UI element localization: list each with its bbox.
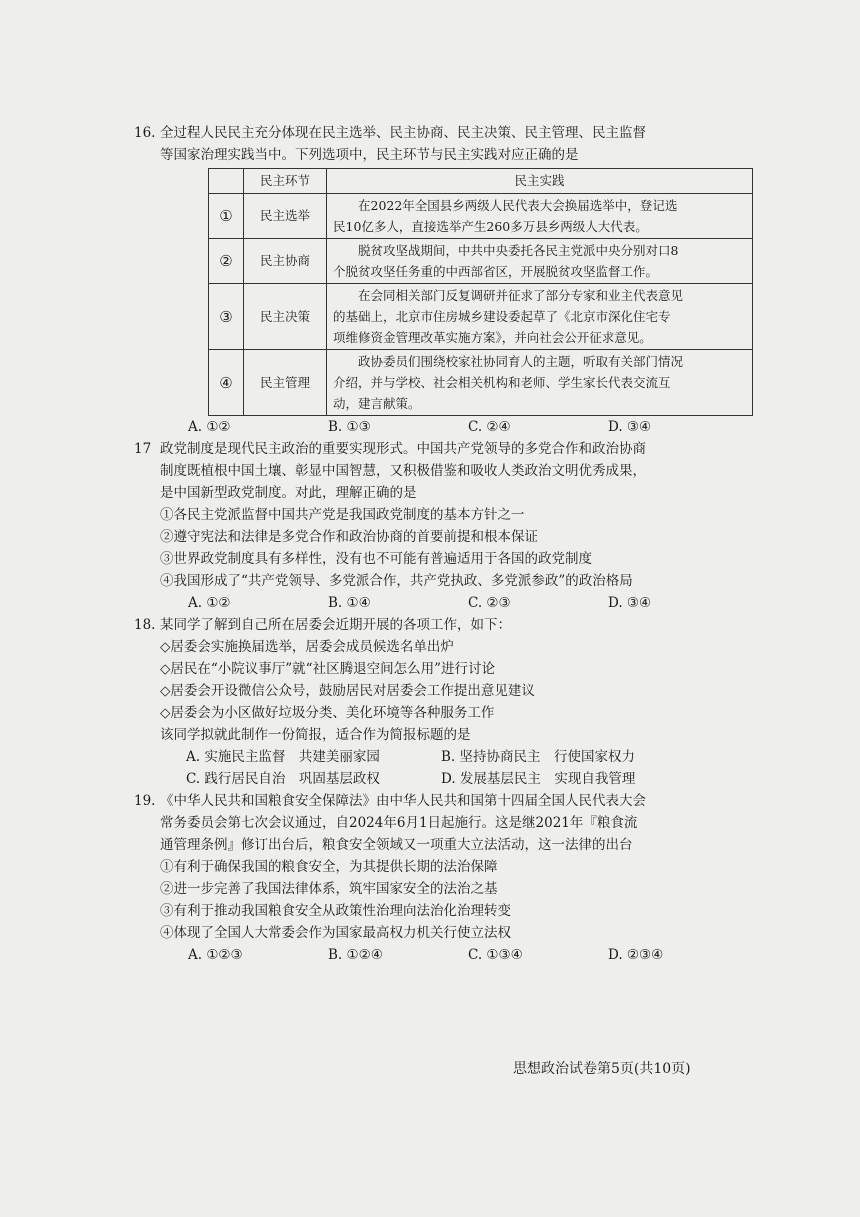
row-stage: 民主协商 [244,239,327,284]
list-item: ◇居委会实施换届选举，居委会成员候选名单出炉 [160,639,454,655]
question-number: 19. [134,793,156,809]
statement: ②遵守宪法和法律是多党合作和政治协商的首要前提和根本保证 [160,529,538,545]
stem-line: 等国家治理实践当中。下列选项中，民主环节与民主实践对应正确的是 [160,147,579,163]
option-d: D. ③④ [608,595,652,611]
stem-line: 某同学了解到自己所在居委会近期开展的各项工作，如下： [160,617,511,633]
statement: ③有利于推动我国粮食安全从政策性治理向法治化治理转变 [160,903,511,919]
question-16-stem [134,122,788,166]
option-a: A. 实施民主监督 共建美丽家园 [186,749,380,765]
question-number: 16. [134,125,156,141]
statement: ①有利于确保我国的粮食安全，为其提供长期的法治保障 [160,859,498,875]
option-c: C. ①③④ [468,947,523,963]
table-row [209,350,753,416]
stem-line: 政党制度是现代民主政治的重要实现形式。中国共产党领导的多党合作和政治协商 [160,441,646,457]
table-header-empty [209,169,244,194]
stem-line: 制度既植根中国土壤、彰显中国智慧，又积极借鉴和吸收人类政治文明优秀成果， [160,463,646,479]
list-item: ◇居委会为小区做好垃圾分类、美化环境等各种服务工作 [160,705,495,721]
statement: ④我国形成了“共产党领导、多党派合作，共产党执政、多党派参政”的政治格局 [160,573,633,589]
question-number: 18. [134,617,156,633]
question-16 [134,122,788,438]
table-row [209,284,753,350]
option-d: D. 发展基层民主 实现自我管理 [441,771,636,787]
stem-line: 常务委员会第七次会议通过，自2024年6月1日起施行。这是继2021年『粮食流 [160,815,638,831]
option-c: C. 践行居民自治 巩固基层政权 [186,771,380,787]
row-practice: 在2022年全国县乡两级人民代表大会换届选举中，登记选 民10亿多人，直接选举产生260多万县乡两级人大代表。 [327,194,753,239]
question-17-stem [134,438,788,592]
question-prompt: 该同学拟就此制作一份简报，适合作为简报标题的是 [160,727,471,743]
stem-line: 《中华人民共和国粮食安全保障法》由中华人民共和国第十四届全国人民代表大会 [160,793,646,809]
option-c: C. ②③ [468,595,511,611]
answer-options [188,592,788,614]
row-number: ② [209,239,244,284]
stem-line: 通管理条例』修订出台后，粮食安全领域又一项重大立法活动，这一法律的出台 [160,837,633,853]
statement: ③世界政党制度具有多样性，没有也不可能有普遍适用于各国的政党制度 [160,551,592,567]
option-b: B. ①③ [328,419,371,435]
table-row [209,194,753,239]
table-row [209,239,753,284]
exam-content [134,122,788,966]
row-stage: 民主决策 [244,284,327,350]
row-number: ③ [209,284,244,350]
question-number: 17 [134,441,152,457]
page-footer: 思想政治试卷第5页(共10页) [513,1061,691,1077]
statement: ②进一步完善了我国法律体系，筑牢国家安全的法治之基 [160,881,498,897]
stem-line: 是中国新型政党制度。对此，理解正确的是 [160,485,417,501]
row-number: ④ [209,350,244,416]
row-stage: 民主选举 [244,194,327,239]
answer-options [186,746,788,790]
democracy-table [208,168,753,416]
list-item: ◇居委会开设微信公众号，鼓励居民对居委会工作提出意见建议 [160,683,535,699]
list-item: ◇居民在“小院议事厅”就“社区腾退空间怎么用”进行讨论 [160,661,495,677]
option-a: A. ①②③ [188,947,243,963]
row-number: ① [209,194,244,239]
question-19 [134,790,788,966]
option-a: A. ①② [188,419,231,435]
table-header-row [209,169,753,194]
answer-options [188,944,788,966]
question-17 [134,438,788,614]
row-practice: 政协委员们围绕校家社协同育人的主题，听取有关部门情况 介绍，并与学校、社会相关机构和老师、学生家长代表交流互 动，建言献策。 [327,350,753,416]
table-header: 民主环节 [244,169,327,194]
question-18-stem [134,614,788,746]
question-19-stem [134,790,788,944]
row-stage: 民主管理 [244,350,327,416]
statement: ①各民主党派监督中国共产党是我国政党制度的基本方针之一 [160,507,525,523]
option-d: D. ③④ [608,419,652,435]
option-b: B. ①④ [328,595,371,611]
row-practice: 在会同相关部门反复调研并征求了部分专家和业主代表意见 的基础上，北京市住房城乡建设委起草了《北京市深化住宅专 项维修资金管理改革实施方案》，并向社会公开征求意见。 [327,284,753,350]
option-d: D. ②③④ [608,947,664,963]
answer-options [188,416,788,438]
option-b: B. ①②④ [328,947,383,963]
option-b: B. 坚持协商民主 行使国家权力 [441,749,636,765]
question-18 [134,614,788,790]
statement: ④体现了全国人大常委会作为国家最高权力机关行使立法权 [160,925,511,941]
stem-line: 全过程人民民主充分体现在民主选举、民主协商、民主决策、民主管理、民主监督 [160,125,646,141]
option-a: A. ①② [188,595,231,611]
table-header: 民主实践 [327,169,753,194]
row-practice: 脱贫攻坚战期间，中共中央委托各民主党派中央分别对口8 个脱贫攻坚任务重的中西部省区，开展脱贫攻坚监督工作。 [327,239,753,284]
option-c: C. ②④ [468,419,511,435]
